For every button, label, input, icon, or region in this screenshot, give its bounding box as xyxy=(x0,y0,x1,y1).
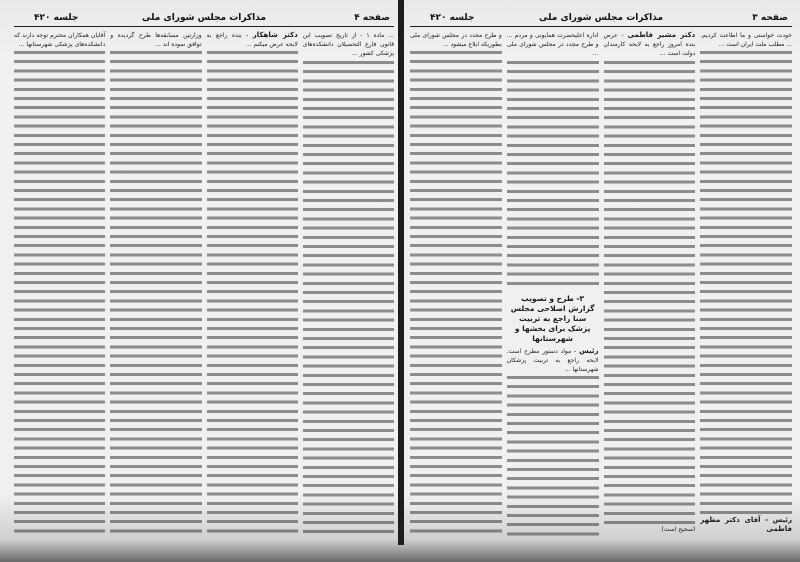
left-page xyxy=(14,8,394,548)
paragraph: - عرض بنده امروز راجع به لایحه کارمندان دولت است ... xyxy=(603,32,696,58)
paragraph: و طرح مجدد در مجلس شورای ملی بطوریکه ابلاغ میشود ... xyxy=(410,32,502,49)
text-column xyxy=(700,31,792,536)
paragraph: ... ماده ۱ - از تاریخ تصویب این قانون فارغ التحصیلان دانشکده‌های پزشکی کشور ... xyxy=(302,32,394,58)
text-column xyxy=(14,31,105,536)
page-fold xyxy=(398,0,404,545)
page-title: مذاکرات مجلس شورای ملی xyxy=(538,13,664,23)
body-text-lines xyxy=(207,51,298,536)
session-number: جلسه ۴۲۰ xyxy=(430,13,475,23)
paragraph: آقایان همکاران محترم توجه دارند که دانشکده‌های پزشکی شهرستانها ... xyxy=(14,32,106,49)
body-text-lines xyxy=(507,61,599,291)
text-column xyxy=(303,31,394,536)
text-columns xyxy=(410,31,792,536)
applause-note: (صحیح است) xyxy=(661,525,696,533)
body-text-lines xyxy=(700,51,792,515)
text-column xyxy=(410,31,502,536)
body-text-lines xyxy=(507,376,599,536)
body-text-lines xyxy=(303,61,394,536)
speaker-name: رئیس xyxy=(579,346,599,355)
text-columns xyxy=(14,31,394,536)
section-heading: ۳- طرح و تصویب گزارش اصلاحی مجلس سنا راجع به تربیت پزشک برای بخشها و شهرستانها xyxy=(510,293,595,343)
paragraph: اداره اعلیحضرت همایونی و مردم ... و طرح مجدد در مجلس شورای ملی ... xyxy=(506,32,599,58)
session-number: جلسه ۴۲۰ xyxy=(34,13,79,23)
body-text-lines xyxy=(604,61,696,525)
text-column xyxy=(207,31,298,536)
page-number: صفحه ۳ xyxy=(752,13,788,23)
speaker-name: دکتر مشیر فاطمی xyxy=(627,31,696,39)
paragraph: خودت خواستی و ما اطاعت کردیم. ... مطلب ملت ایران است ... xyxy=(700,32,792,49)
paragraph: - بنده راجع به لایحه عرض میکنم ... xyxy=(206,32,298,49)
text-column xyxy=(110,31,201,536)
body-text-lines xyxy=(14,51,105,536)
body-text-lines xyxy=(110,51,201,536)
right-page xyxy=(410,8,792,548)
page-title: مذاکرات مجلس شورای ملی xyxy=(141,13,267,23)
body-text-lines xyxy=(410,51,502,536)
speaker-name: دکتر شاهکار xyxy=(252,31,298,39)
page-number: صفحه ۴ xyxy=(354,13,390,23)
text-column xyxy=(507,31,599,536)
page-header xyxy=(14,8,394,27)
paragraph: - مواد دستور مطرح است. لایحه راجع به تربیت پزشکان شهرستانها ... xyxy=(506,347,599,374)
paragraph: وزارتین مسابقه‌ها طرح گردیده و توافق نموده اند ... xyxy=(110,32,202,49)
text-column xyxy=(604,31,696,536)
page-header xyxy=(410,8,792,27)
speaker-name: رئیس - آقای دکتر مظهر فاطمی xyxy=(700,515,792,533)
